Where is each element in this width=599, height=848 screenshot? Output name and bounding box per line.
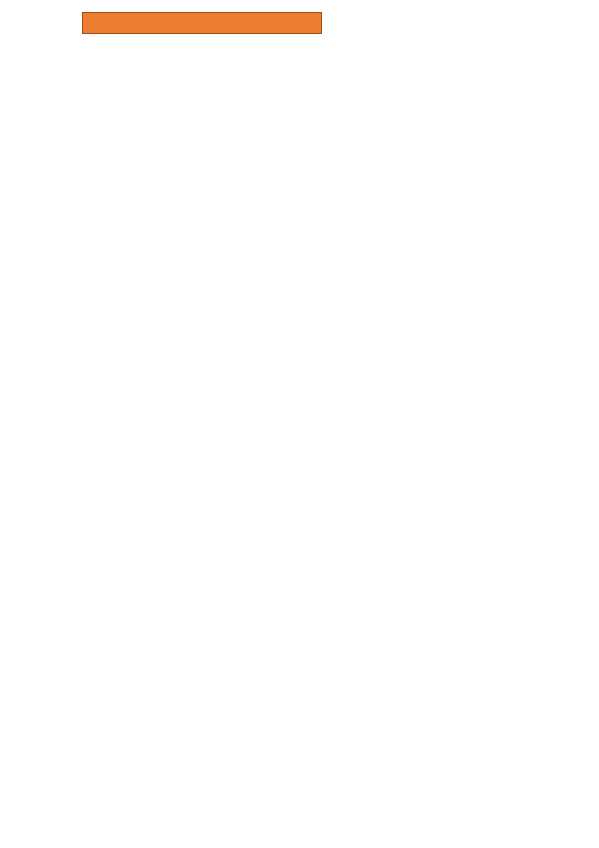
- day-banner: [82, 12, 322, 34]
